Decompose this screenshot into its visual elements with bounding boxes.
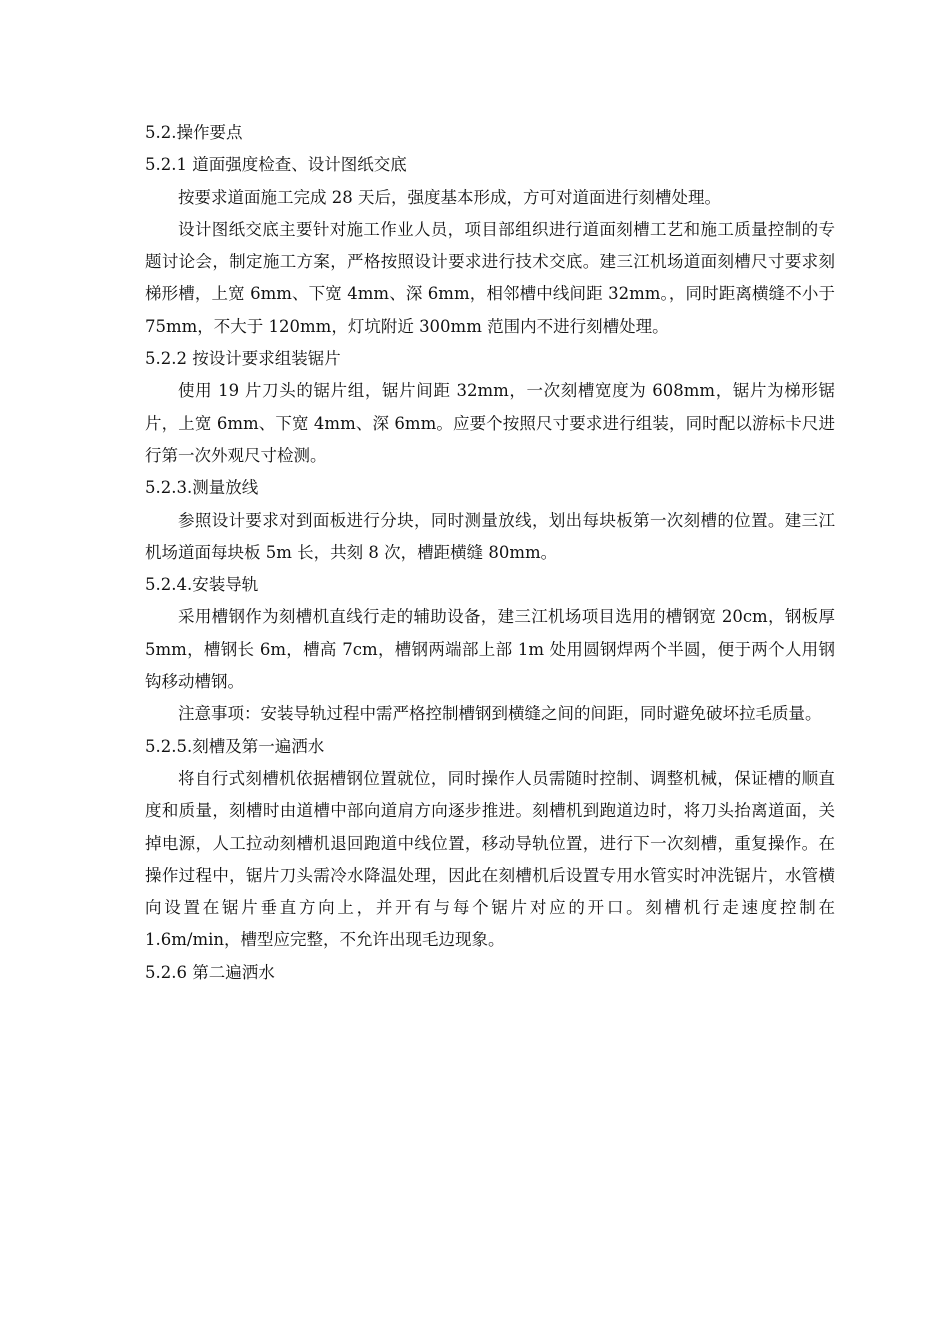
paragraph-grooving-first-watering: 将自行式刻槽机依据槽钢位置就位，同时操作人员需随时控制、调整机械，保证槽的顺直度和质量，刻槽时由道槽中部向道肩方向逐步推进。刻槽机到跑道边时，将刀头抬离道面，关掉电源，人工拉动刻槽机退回跑道中线位置，移动导轨位置，进行下一次刻槽，重复操作。在操作过程中，锯片刀头需冷水降温处理，因此在刻槽机后设置专用水管实时冲洗锯片，水管横向设置在锯片垂直方向上，并开有与每个锯片对应的开口。刻槽机行走速度控制在 1.6m/min，槽型应完整，不允许出现毛边现象。 — [145, 768, 835, 950]
section-heading-5-2-3: 5.2.3.测量放线 — [145, 478, 259, 498]
section-heading-5-2-1: 5.2.1 道面强度检查、设计图纸交底 — [145, 155, 407, 175]
paragraph-survey-layout: 参照设计要求对到面板进行分块，同时测量放线，划出每块板第一次刻槽的位置。建三江机场道面每块板 5m 长，共刻 8 次，槽距横缝 80mm。 — [145, 510, 835, 562]
paragraph-guide-rail: 采用槽钢作为刻槽机直线行走的辅助设备，建三江机场项目选用的槽钢宽 20cm，钢板厚 5mm，槽钢长 6m，槽高 7cm，槽钢两端部上部 1m 处用圆钢焊两个半圆，便于两个人用钢钩移动槽钢。 — [145, 607, 835, 692]
section-heading-5-2-2: 5.2.2 按设计要求组装锯片 — [145, 349, 341, 369]
section-heading-5-2: 5.2.操作要点 — [145, 123, 243, 142]
paragraph-strength-check: 按要求道面施工完成 28 天后，强度基本形成，方可对道面进行刻槽处理。 — [178, 187, 721, 207]
paragraph-saw-blade-assembly: 使用 19 片刀头的锯片组，锯片间距 32mm，一次刻槽宽度为 608mm，锯片为梯形锯片，上宽 6mm、下宽 4mm、深 6mm。应要个按照尺寸要求进行组装，同时配以游标卡尺进行第一次外观尺寸检测。 — [145, 381, 835, 465]
document-body — [145, 117, 835, 989]
section-heading-5-2-6: 5.2.6 第二遍洒水 — [145, 962, 275, 982]
paragraph-guide-rail-notes: 注意事项：安装导轨过程中需严格控制槽钢到横缝之间的间距，同时避免破坏拉毛质量。 — [178, 704, 822, 724]
section-heading-5-2-4: 5.2.4.安装导轨 — [145, 575, 259, 595]
paragraph-design-briefing: 设计图纸交底主要针对施工作业人员，项目部组织进行道面刻槽工艺和施工质量控制的专题讨论会，制定施工方案，严格按照设计要求进行技术交底。建三江机场道面刻槽尺寸要求刻梯形槽，上宽 6mm、下宽 4mm、深 6mm，相邻槽中线间距 32mm。，同时距离横缝不小于 75mm，不大于 120mm，灯坑附近 300mm 范围内不进行刻槽处理。 — [145, 219, 835, 336]
section-heading-5-2-5: 5.2.5.刻槽及第一遍洒水 — [145, 736, 325, 756]
